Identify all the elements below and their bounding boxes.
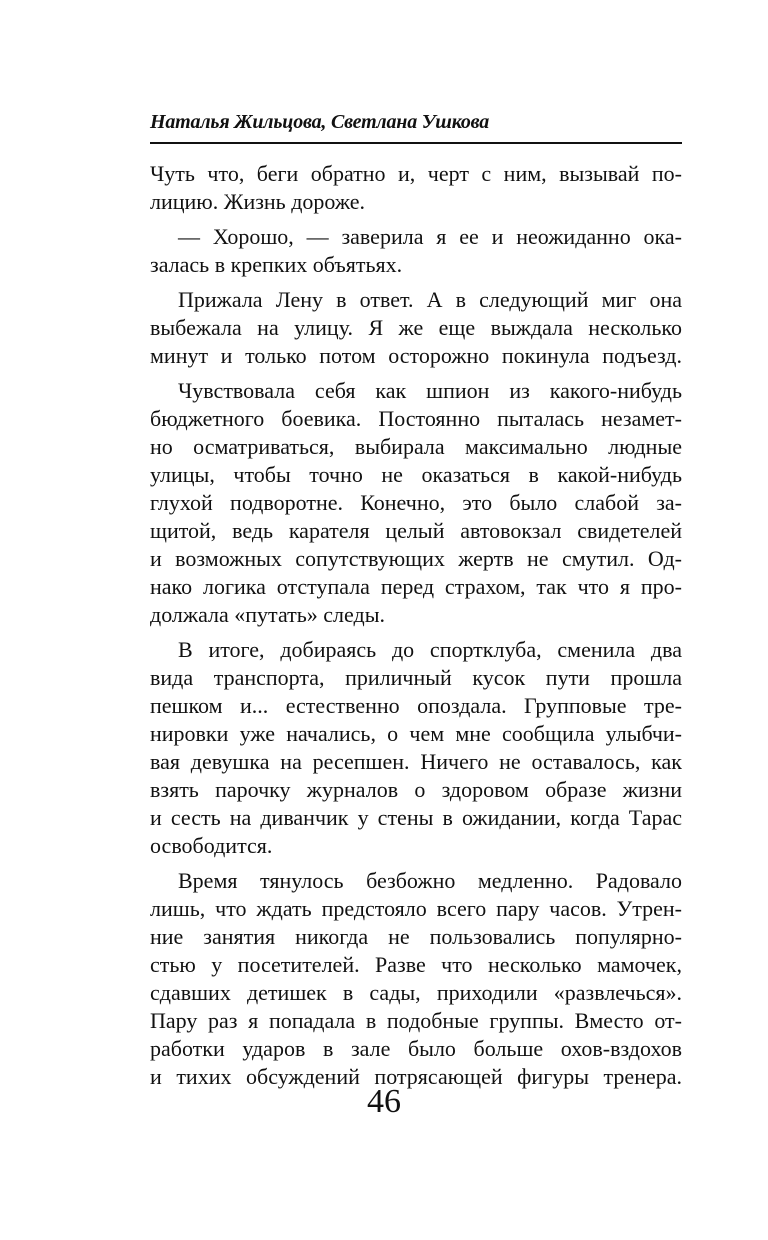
text-line: и тихих обсуждений потрясающей фигуры тренера. (150, 1064, 682, 1089)
text-line: должала «путать» следы. (150, 602, 385, 627)
page-body-text (150, 160, 682, 1091)
text-line: работки ударов в зале было больше охов-вздохов (150, 1036, 682, 1061)
running-header (150, 100, 682, 144)
text-line: но осматриваться, выбирала максимально людные (150, 434, 682, 459)
text-line: вая девушка на ресепшен. Ничего не оставалось, как (150, 749, 682, 774)
text-line: и возможных сопутствующих жертв не смутил. Од- (150, 546, 682, 571)
text-line: и сесть на диванчик у стены в ожидании, когда Тарас (150, 805, 682, 830)
text-line: глухой подворотне. Конечно, это было слабой за- (150, 490, 682, 515)
text-line: залась в крепких объятьях. (150, 252, 403, 277)
text-line: лицию. Жизнь дороже. (150, 189, 366, 214)
text-line: ние занятия никогда не пользовались популярно- (150, 924, 682, 949)
text-line: щитой, ведь карателя целый автовокзал свидетелей (150, 518, 682, 543)
running-head-authors: Наталья Жильцова, Светлана Ушкова (150, 111, 490, 133)
text-line: лишь, что ждать предстояло всего пару часов. Утрен- (150, 896, 682, 921)
text-line: вида транспорта, приличный кусок пути прошла (150, 665, 682, 690)
text-line: Пару раз я попадала в подобные группы. Вместо от- (150, 1008, 682, 1033)
text-line: бюджетного боевика. Постоянно пыталась незамет- (150, 406, 682, 431)
text-line: — Хорошо, — заверила я ее и неожиданно ока- (178, 224, 682, 249)
text-line: нако логика отступала перед страхом, так что я про- (150, 574, 682, 599)
text-line: стью у посетителей. Разве что несколько мамочек, (150, 952, 682, 977)
text-line: Время тянулось безбожно медленно. Радовало (178, 868, 682, 893)
text-line: Чуть что, беги обратно и, черт с ним, вызывай по- (150, 161, 682, 186)
text-line: нировки уже начались, о чем мне сообщила улыбчи- (150, 721, 682, 746)
text-line: освободится. (150, 833, 273, 858)
text-line: сдавших детишек в сады, приходили «развлечься». (150, 980, 682, 1005)
text-line: Чувствовала себя как шпион из какого-нибудь (178, 378, 682, 403)
text-line: Прижала Лену в ответ. А в следующий миг она (178, 287, 682, 312)
text-line: улицы, чтобы точно не оказаться в какой-нибудь (150, 462, 682, 487)
text-line: пешком и... естественно опоздала. Групповые тре- (150, 693, 682, 718)
text-line: В итоге, добираясь до спортклуба, сменила два (178, 637, 682, 662)
text-line: минут и только потом осторожно покинула подъезд. (150, 343, 682, 368)
page-number: 46 (367, 1083, 401, 1120)
text-line: взять парочку журналов о здоровом образе жизни (150, 777, 682, 802)
text-line: выбежала на улицу. Я же еще выждала несколько (150, 315, 682, 340)
